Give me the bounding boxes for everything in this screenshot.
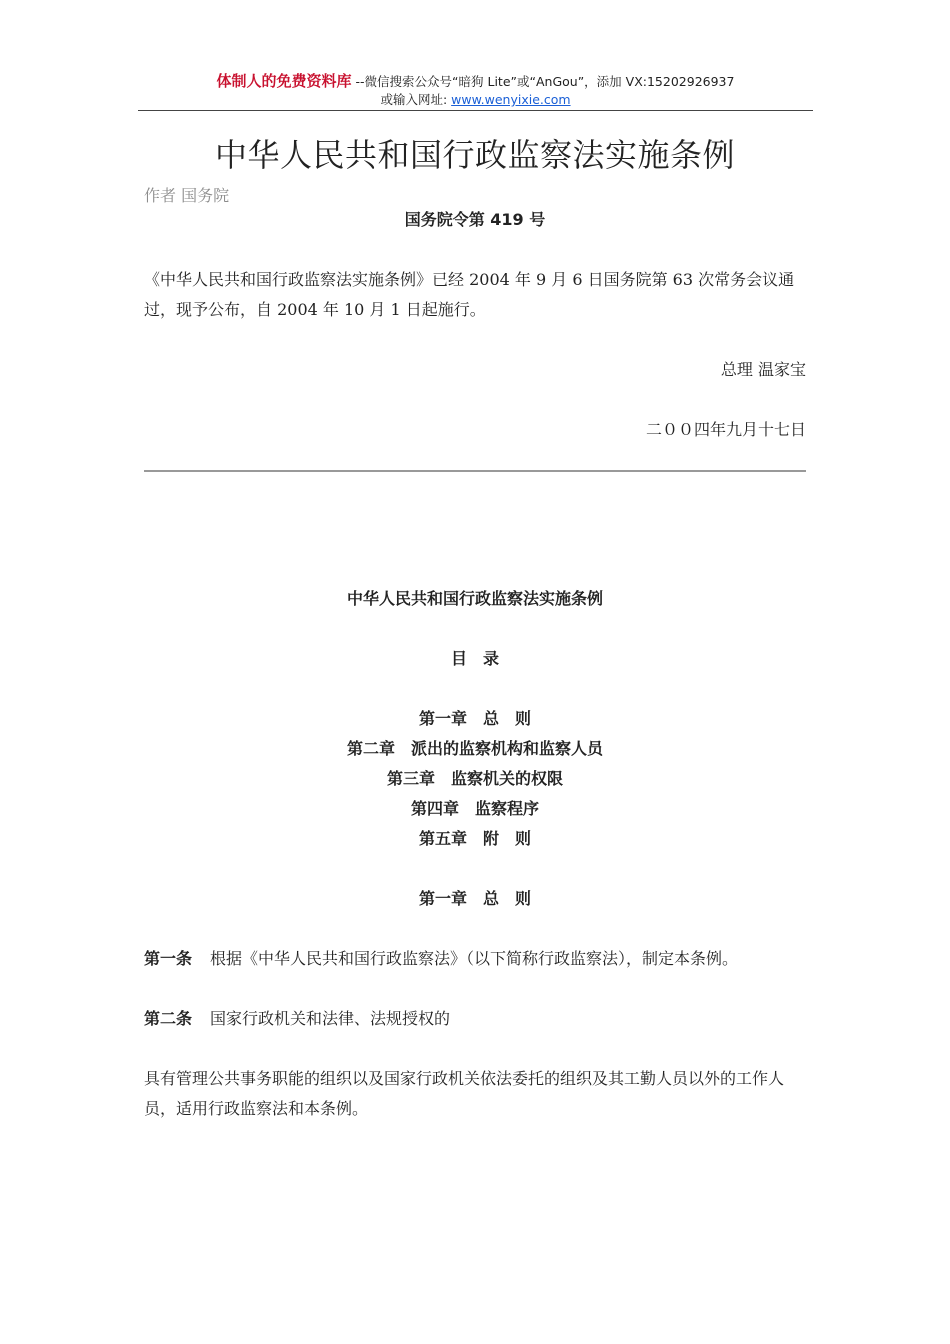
body-title: 中华人民共和国行政监察法实施条例 — [346, 589, 603, 608]
toc-item: 第四章 监察程序 — [410, 799, 539, 818]
article-paragraph — [144, 1004, 806, 1034]
header-line — [138, 72, 813, 91]
header-divider — [138, 110, 813, 111]
document-title: 中华人民共和国行政监察法实施条例 — [214, 136, 735, 174]
toc-item: 第二章 派出的监察机构和监察人员 — [346, 739, 603, 758]
continuation-paragraph: 具有管理公共事务职能的组织以及国家行政机关依法委托的组织及其工勤人员以外的工作人员，适用行政监察法和本条例。 — [144, 1069, 785, 1118]
document-body — [144, 205, 806, 1124]
author-line: 作者 国务院 — [144, 186, 230, 205]
url-prefix: 或输入网址: — [380, 92, 452, 107]
article-text: 国家行政机关和法律、法规授权的 — [210, 1009, 451, 1028]
table-of-contents — [144, 704, 806, 854]
toc-item: 第一章 总 则 — [418, 709, 531, 728]
toc-item: 第五章 附 则 — [418, 829, 531, 848]
decree-number: 国务院令第 419 号 — [404, 210, 546, 229]
signer: 总理 温家宝 — [720, 360, 806, 379]
article-text: 根据《中华人民共和国行政监察法》（以下简称行政监察法），制定本条例。 — [210, 949, 739, 968]
toc-heading: 目 录 — [450, 649, 499, 668]
article-label: 第二条 — [144, 1009, 193, 1028]
article-label: 第一条 — [144, 949, 193, 968]
toc-item: 第三章 监察机关的权限 — [386, 769, 563, 788]
article-paragraph — [144, 944, 806, 974]
header-url-line — [138, 91, 813, 109]
header-tagline: --微信搜索公众号“暗狗 Lite”或“AnGou”，添加 VX:15202926937 — [351, 74, 735, 89]
intro-paragraph: 《中华人民共和国行政监察法实施条例》已经 2004 年 9 月 6 日国务院第 63 次常务会议通过，现予公布，自 2004 年 10 月 1 日起施行。 — [144, 270, 795, 319]
page-header — [138, 72, 813, 109]
website-link[interactable]: www.wenyixie.com — [451, 92, 571, 107]
chapter-heading: 第一章 总 则 — [418, 889, 531, 908]
decree-date: 二００四年九月十七日 — [645, 420, 806, 439]
brand-name: 体制人的免费资料库 — [216, 72, 352, 90]
